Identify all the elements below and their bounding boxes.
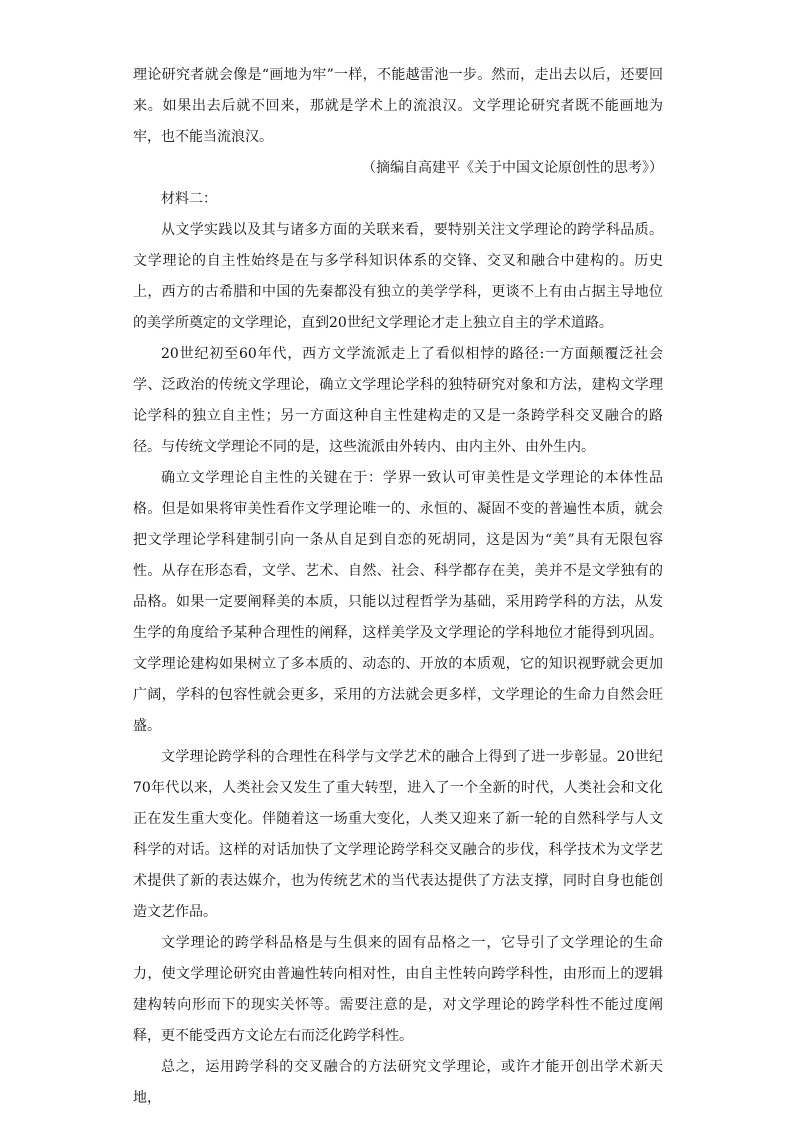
paragraph-3: 确立文学理论自主性的关键在于：学界一致认可审美性是文学理论的本体性品格。但是如果将审美性看作文学理论唯一的、永恒的、凝固不变的普遍性本质，就会把文学理论学科建制引向一条从自足到自恋的死胡同，这是因为“美”具有无限包容性。从存在形态看，文学、艺术、自然、社会、科学都存在美，美并不是文学独有的品格。如果一定要阐释美的本质，只能以过程哲学为基础，采用跨学科的方法，从发生学的角度给予某种合理性的阐释，这样美学及文学理论的学科地位才能得到巩固。文学理论建构如果树立了多本质的、动态的、开放的本质观，它的知识视野就会更加广阔，学科的包容性就会更多，采用的方法就会更多样，文学理论的生命力自然会旺盛。 — [133, 470, 663, 734]
document-page — [133, 60, 663, 1114]
paragraph-5: 文学理论的跨学科品格是与生俱来的固有品格之一，它导引了文学理论的生命力，使文学理论研究由普遍性转向相对性，由自主性转向跨学科性，由形而上的逻辑建构转向形而下的现实关怀等。需要注意的是，对文学理论的跨学科性不能过度阐释，更不能受西方文论左右而泛化跨学科性。 — [133, 935, 663, 1044]
paragraph-2: 20世纪初至60年代，西方文学流派走上了看似相悖的路径:一方面颠覆泛社会学、泛政治的传统文学理论，确立文学理论学科的独特研究对象和方法，建构文学理论学科的独立自主性；另一方面这种自主性建构走的又是一条跨学科交叉融合的路径。与传统文学理论不同的是，这些流派由外转内、由内主外、由外生内。 — [133, 346, 663, 455]
paragraph-6: 总之，运用跨学科的交叉融合的方法研究文学理论，或许才能开创出学术新天地， — [133, 1059, 663, 1106]
section-heading-material-two: 材料二： — [161, 191, 217, 207]
paragraph-1: 从文学实践以及其与诸多方面的关联来看，要特别关注文学理论的跨学科品质。文学理论的自主性始终是在与多学科知识体系的交锋、交叉和融合中建构的。历史上，西方的古希腊和中国的先秦都没有独立的美学学科，更谈不上有由占据主导地位的美学所奠定的文学理论，直到20世纪文学理论才走上独立自主的学术道路。 — [133, 222, 663, 331]
paragraph-continuation: 理论研究者就会像是“画地为牢”一样，不能越雷池一步。然而，走出去以后，还要回来。如果出去后就不回来，那就是学术上的流浪汉。文学理论研究者既不能画地为牢，也不能当流浪汉。 — [133, 67, 663, 145]
paragraph-4: 文学理论跨学科的合理性在科学与文学艺术的融合上得到了进一步彰显。20世纪70年代以来，人类社会又发生了重大转型，进入了一个全新的时代，人类社会和文化正在发生重大变化。伴随着这一场重大变化，人类又迎来了新一轮的自然科学与人文科学的对话。这样的对话加快了文学理论跨学科交叉融合的步伐，科学技术为文学艺术提供了新的表达媒介，也为传统艺术的当代表达提供了方法支撑，同时自身也能创造文艺作品。 — [133, 749, 663, 920]
source-citation: （摘编自高建平《关于中国文论原创性的思考》） — [362, 160, 663, 176]
